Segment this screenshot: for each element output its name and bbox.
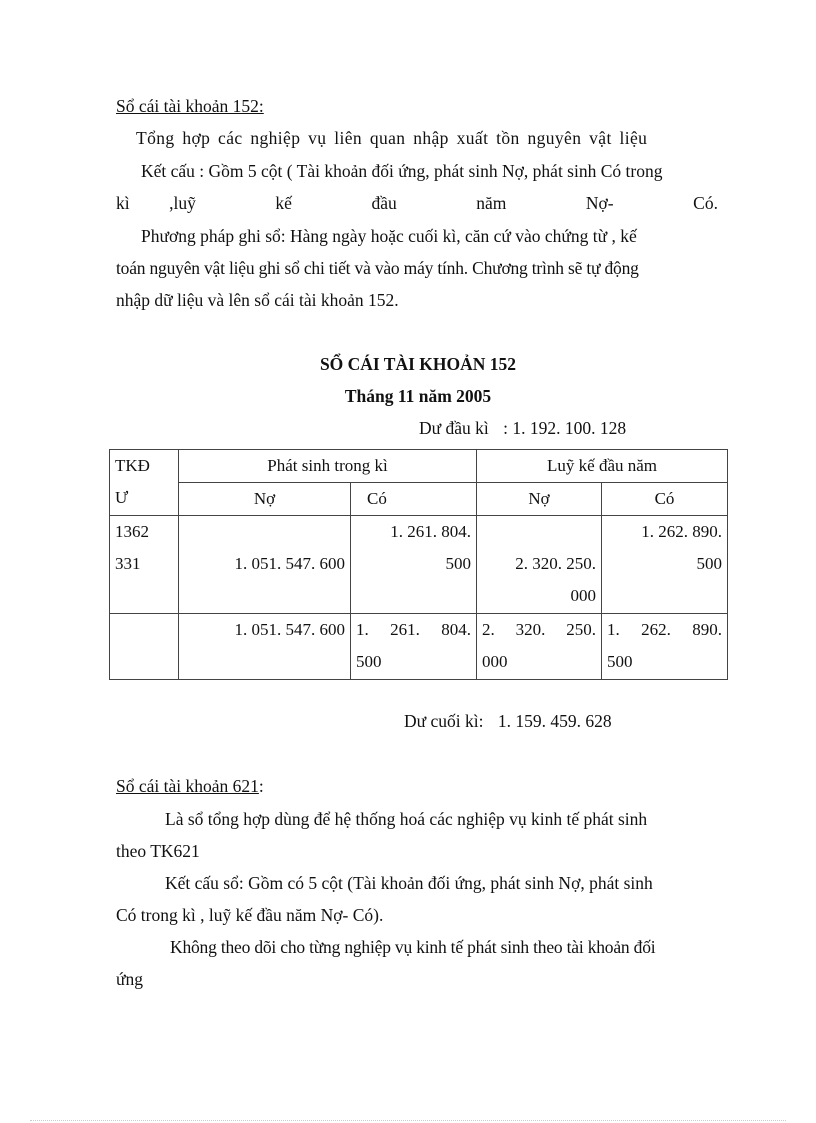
row1-cum-credit-b: 500 bbox=[696, 554, 723, 573]
total-period-debit: 1. 051. 547. 600 bbox=[179, 614, 351, 680]
total-period-credit-p3: 804. bbox=[441, 620, 471, 639]
total-account bbox=[110, 614, 179, 680]
line3-word-7: Có. bbox=[693, 193, 718, 213]
section1-line3 bbox=[116, 193, 718, 214]
total-cum-debit bbox=[477, 614, 602, 680]
row1-account-b: 331 bbox=[115, 554, 141, 573]
row1-period-credit-a: 1. 261. 804. bbox=[390, 522, 472, 541]
total-cum-credit-p1: 1. bbox=[607, 620, 620, 639]
section2-line1: Là sổ tổng hợp dùng để hệ thống hoá các nghiệp vụ kinh tế phát sinh bbox=[165, 809, 648, 829]
line3-word-5: năm bbox=[476, 193, 507, 213]
section2-heading-suffix: : bbox=[258, 776, 264, 796]
section2-line5: Không theo dõi cho từng nghiệp vụ kinh tế phát sinh theo tài khoản đối bbox=[170, 937, 656, 957]
row1-cum-credit-a: 1. 262. 890. bbox=[641, 522, 723, 541]
section2-line4: Có trong kì , luỹ kế đầu năm Nợ- Có). bbox=[116, 905, 384, 925]
row1-period-debit bbox=[179, 516, 351, 614]
page-footer-rule bbox=[30, 1120, 786, 1121]
total-cum-credit bbox=[602, 614, 728, 680]
line3-word-6: Nợ- bbox=[585, 193, 614, 213]
section2-line6: ứng bbox=[116, 969, 143, 989]
total-cum-credit-p2: 262. bbox=[641, 620, 671, 639]
section1-line6: nhập dữ liệu và lên sổ cái tài khoản 152. bbox=[116, 290, 399, 310]
line3-word-3: kế bbox=[275, 193, 292, 213]
section1-line2: Kết cấu : Gồm 5 cột ( Tài khoản đối ứng, phát sinh Nợ, phát sinh Có trong bbox=[141, 161, 663, 181]
section1-line5: toán nguyên vật liệu ghi sổ chi tiết và vào máy tính. Chương trình sẽ tự động bbox=[116, 258, 639, 278]
header-credit-2: Có bbox=[602, 483, 728, 516]
opening-balance bbox=[419, 418, 626, 439]
ledger-title: SỔ CÁI TÀI KHOẢN 152 bbox=[319, 354, 517, 374]
section2-line3: Kết cấu sổ: Gồm có 5 cột (Tài khoản đối ứng, phát sinh Nợ, phát sinh bbox=[165, 873, 653, 893]
row1-cum-credit bbox=[602, 516, 728, 614]
total-period-credit-p2: 261. bbox=[390, 620, 420, 639]
line3-word-1: kì bbox=[116, 193, 130, 213]
table-row-total bbox=[110, 614, 728, 680]
total-cum-debit-p3: 250. bbox=[566, 620, 597, 639]
row1-period-credit bbox=[351, 516, 477, 614]
row1-cum-debit bbox=[477, 516, 602, 614]
closing-balance bbox=[404, 711, 612, 732]
section2-line2: theo TK621 bbox=[116, 841, 200, 861]
row1-cum-debit-a: 2. 320. 250. bbox=[515, 554, 597, 573]
total-cum-debit-p1: 2. bbox=[482, 620, 495, 639]
closing-value: 1. 159. 459. 628 bbox=[497, 711, 612, 731]
row1-period-credit-b: 500 bbox=[445, 554, 472, 573]
header-row-1 bbox=[110, 450, 728, 483]
row1-account bbox=[110, 516, 179, 614]
opening-label: Dư đầu kì bbox=[419, 418, 489, 438]
total-period-credit-tail: 500 bbox=[356, 652, 382, 671]
row1-cum-debit-b: 000 bbox=[570, 586, 597, 605]
opening-value: : 1. 192. 100. 128 bbox=[503, 418, 627, 438]
closing-label: Dư cuối kì: bbox=[404, 711, 484, 731]
header-row-2 bbox=[110, 483, 728, 516]
total-period-credit bbox=[351, 614, 477, 680]
total-cum-credit-tail: 500 bbox=[607, 652, 633, 671]
header-cumulative-group: Luỹ kế đầu năm bbox=[477, 450, 728, 483]
section1-heading: Sổ cái tài khoản 152: bbox=[116, 96, 264, 116]
section1-line1 bbox=[136, 128, 718, 149]
row1-account-a: 1362 bbox=[115, 522, 149, 541]
header-debit-2: Nợ bbox=[477, 483, 602, 516]
header-debit: Nợ bbox=[179, 483, 351, 516]
header-period-group: Phát sinh trong kì bbox=[179, 450, 477, 483]
header-account bbox=[110, 450, 179, 516]
row1-period-debit-value: 1. 051. 547. 600 bbox=[234, 554, 345, 573]
header-account-line2: Ư bbox=[115, 488, 129, 507]
total-period-credit-p1: 1. bbox=[356, 620, 369, 639]
section1-line4: Phương pháp ghi sổ: Hàng ngày hoặc cuối kì, căn cứ vào chứng từ , kế bbox=[141, 226, 637, 246]
ledger-period: Tháng 11 năm 2005 bbox=[344, 386, 492, 406]
header-credit: Có bbox=[351, 483, 477, 516]
total-cum-debit-tail: 000 bbox=[482, 652, 508, 671]
section1-line1-text: Tổng hợp các nghiệp vụ liên quan nhập xuất tồn nguyên vật liệu bbox=[136, 128, 648, 148]
header-account-line1: TKĐ bbox=[115, 456, 150, 475]
ledger-table bbox=[109, 449, 728, 680]
line3-word-4: đầu bbox=[371, 193, 397, 213]
section2-heading: Sổ cái tài khoản 621 bbox=[116, 776, 259, 796]
total-cum-debit-p2: 320. bbox=[515, 620, 546, 639]
line3-word-2: ,luỹ bbox=[169, 193, 196, 213]
total-cum-credit-p3: 890. bbox=[692, 620, 723, 639]
table-row bbox=[110, 516, 728, 614]
section2-heading-wrap bbox=[116, 776, 264, 797]
